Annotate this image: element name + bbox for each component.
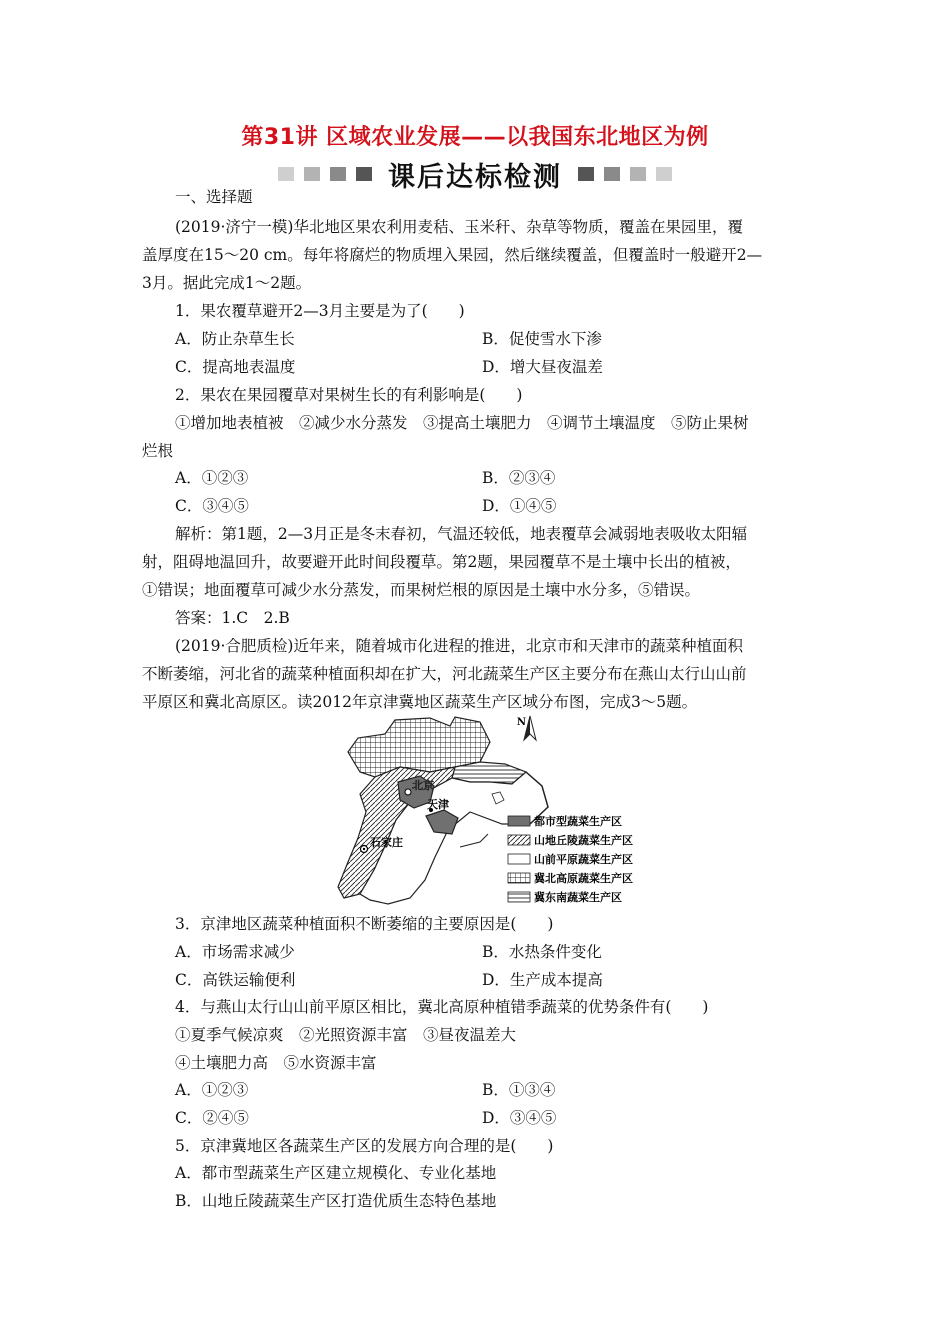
question-stem: 5．京津冀地区各蔬菜生产区的发展方向合理的是( ): [175, 1137, 554, 1155]
city-label-tianjin: 天津: [427, 798, 449, 811]
shijiazhuang-marker-dot: [363, 848, 365, 850]
passage-line: 3月。据此完成1～2题。: [142, 274, 312, 292]
vegetable-region-map: [330, 712, 660, 908]
analysis-line: ①错误；地面覆草可减少水分蒸发，而果树烂根的原因是土壤中水分多，⑤错误。: [142, 581, 701, 599]
option-c: C．③④⑤: [175, 497, 249, 515]
option-d: D．生产成本提高: [482, 971, 603, 989]
question-items: ①夏季气候凉爽 ②光照资源丰富 ③昼夜温差大: [175, 1026, 517, 1044]
option-d: D．③④⑤: [482, 1109, 557, 1127]
banner-square-decoration: [330, 167, 346, 181]
river-line: [460, 834, 488, 847]
question-stem: 3．京津地区蔬菜种植面积不断萎缩的主要原因是( ): [175, 915, 554, 933]
passage-line: 盖厚度在15～20 cm。每年将腐烂的物质埋入果园，然后继续覆盖，但覆盖时一般避开2—: [142, 246, 763, 264]
legend-swatch-urban: [508, 816, 530, 826]
option-c: C．高铁运输便利: [175, 971, 296, 989]
banner-square-decoration: [578, 167, 594, 181]
question-items: ④土壤肥力高 ⑤水资源丰富: [175, 1054, 377, 1072]
question-items: 烂根: [142, 442, 174, 460]
option-a: A．①②③: [175, 1081, 249, 1099]
analysis-line: 射，阻碍地温回升，故要避开此时间段覆草。第2题，果园覆草不是土壤中长出的植被，: [142, 553, 741, 571]
city-label-shijiazhuang: 石家庄: [370, 836, 403, 849]
passage-line: 平原区和冀北高原区。读2012年京津冀地区蔬菜生产区域分布图，完成3～5题。: [142, 693, 698, 711]
option-b: B．促使雪水下渗: [482, 330, 602, 348]
legend-swatch-southeast: [508, 892, 530, 902]
banner-title: 课后达标检测: [388, 161, 562, 193]
legend-swatch-plateau: [508, 873, 530, 883]
question-stem: 4．与燕山太行山山前平原区相比，冀北高原种植错季蔬菜的优势条件有( ): [175, 998, 709, 1016]
question-stem: 2．果农在果园覆草对果树生长的有利影响是( ): [175, 386, 523, 404]
banner-square-decoration: [656, 167, 672, 181]
legend-label: 山前平原蔬菜生产区: [534, 853, 633, 866]
option-a: A．①②③: [175, 469, 249, 487]
analysis-line: 解析：第1题，2—3月正是冬末春初，气温还较低，地表覆草会减弱地表吸收太阳辐: [175, 525, 748, 543]
map-legend: [508, 814, 633, 904]
banner-square-decoration: [356, 167, 372, 181]
option-a: A．防止杂草生长: [175, 330, 295, 348]
option-c: C．提高地表温度: [175, 358, 296, 376]
passage-line: 不断萎缩，河北省的蔬菜种植面积却在扩大，河北蔬菜生产区主要分布在燕山太行山山前: [142, 665, 747, 683]
option-d: D．增大昼夜温差: [482, 358, 603, 376]
option-b: B．①③④: [482, 1081, 556, 1099]
option-d: D．①④⑤: [482, 497, 557, 515]
legend-swatch-mountain: [508, 835, 530, 845]
section-banner: [0, 156, 950, 192]
option-a: A．都市型蔬菜生产区建立规模化、专业化基地: [175, 1164, 497, 1182]
legend-label: 冀东南蔬菜生产区: [534, 891, 622, 904]
legend-label: 都市型蔬菜生产区: [534, 815, 622, 828]
section-heading: 一、选择题: [175, 188, 253, 206]
banner-square-decoration: [630, 167, 646, 181]
north-label: N: [516, 717, 526, 728]
legend-label: 山地丘陵蔬菜生产区: [534, 834, 633, 847]
legend-label: 冀北高原蔬菜生产区: [534, 872, 633, 885]
answer-line: 答案：1.C 2.B: [175, 609, 290, 627]
banner-square-decoration: [604, 167, 620, 181]
banner-square-decoration: [304, 167, 320, 181]
city-label-beijing: 北京: [412, 779, 434, 792]
option-c: C．②④⑤: [175, 1109, 249, 1127]
question-stem: 1．果农覆草避开2—3月主要是为了( ): [175, 302, 465, 320]
option-b: B．②③④: [482, 469, 556, 487]
banner-square-decoration: [278, 167, 294, 181]
lesson-title: 第31讲 区域农业发展——以我国东北地区为例: [241, 125, 709, 150]
beijing-marker: [405, 789, 411, 795]
option-b: B．山地丘陵蔬菜生产区打造优质生态特色基地: [175, 1192, 497, 1210]
passage-line: (2019·合肥质检)近年来，随着城市化进程的推进，北京市和天津市的蔬菜种植面积: [175, 637, 743, 655]
question-items: ①增加地表植被 ②减少水分蒸发 ③提高土壤肥力 ④调节土壤温度 ⑤防止果树: [175, 414, 749, 432]
legend-swatch-plain: [508, 854, 530, 864]
option-a: A．市场需求减少: [175, 943, 295, 961]
passage-line: (2019·济宁一模)华北地区果农利用麦秸、玉米秆、杂草等物质，覆盖在果园里，覆: [175, 218, 743, 236]
option-b: B．水热条件变化: [482, 943, 602, 961]
